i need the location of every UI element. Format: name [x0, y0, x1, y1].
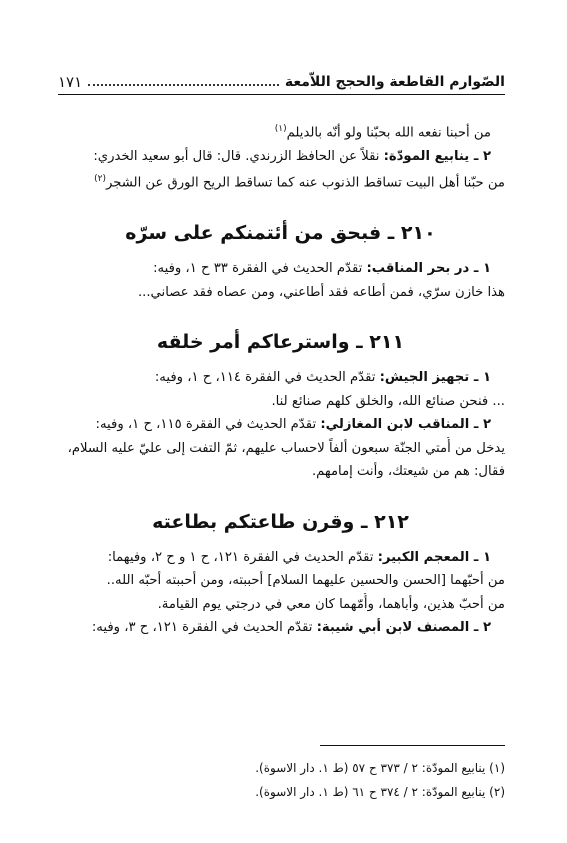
source-text: تقدّم الحديث في الفقرة ١٢١، ح ١ و ح ٢، وفيهما: — [107, 549, 378, 565]
s210-quote: هذا خازن سرّي، فمن أطاعه فقد أطاعني، ومن عصاه فقد عصاني... — [137, 284, 505, 300]
intro-text: من أحبنا نفعه الله بحبّنا ولو أنّه بالديلم — [286, 125, 491, 141]
header-dot-leader — [88, 84, 279, 86]
footnote-ref: (١) — [274, 124, 287, 134]
s212-quote-1b: من أحبّ هذين، وأباهما، وأُمّهما كان معي في درجتي يوم القيامة. — [157, 596, 505, 612]
s211-source-1 — [56, 366, 505, 390]
footnote-ref: (٢) — [94, 174, 106, 185]
running-header — [58, 70, 505, 95]
section-heading-210: ٢١٠ ـ فبحق من أئتمنكم على سرّه — [125, 222, 436, 245]
header-title: الصّوارم القاطعة والحجج اللاّمعة — [284, 74, 505, 90]
footnotes — [56, 756, 505, 804]
source-text: تقدّم الحديث في الفقرة ١١٤، ح ١، وفيه: — [154, 370, 380, 386]
source-name: ١ ـ المعجم الكبير: — [377, 549, 491, 565]
intro-source — [56, 145, 505, 169]
intro-quote — [56, 168, 505, 195]
source-name: ٢ ـ المصنف لابن أبي شيبة: — [316, 620, 491, 636]
source-name: ٢ ـ المناقب لابن المغازلي: — [320, 417, 491, 433]
s211-quote-1: ... فنحن صنائع الله، والخلق كلهم صنائع لنا. — [271, 393, 505, 409]
footnote-2: (٢) ينابيع المودّة: ٢ / ٣٧٤ ح ٦١ (ط ١. دار الاسوة). — [255, 785, 505, 799]
source-text: نقلاً عن الحافظ الزرندي. قال: قال أبو سعيد الخدري: — [93, 148, 384, 164]
source-text: تقدّم الحديث في الفقرة ١٢١، ح ٣، وفيه: — [91, 620, 317, 636]
s211-quote-2b: فقال: هم من شيعتك، وأنت إمامهم. — [311, 464, 505, 480]
source-name: ١ ـ در بحر المناقب: — [366, 261, 491, 277]
footnote-divider — [320, 745, 505, 746]
s212-quote-1a: من أحبّهما [الحسن والحسين عليهما السلام] أحببته، ومن أحببته أحبّه الله.. — [106, 573, 505, 589]
page-body — [56, 118, 505, 640]
section-heading-212: ٢١٢ ـ وقرن طاعتكم بطاعته — [152, 510, 409, 533]
s212-source-2 — [56, 616, 505, 640]
source-name: ٢ ـ ينابيع المودّة: — [383, 148, 491, 164]
source-text: تقدّم الحديث في الفقرة ٣٣ ح ١، وفيه: — [153, 261, 367, 277]
s211-quote-2a: يدخل من أُمتي الجنّة سبعون ألفاً لاحساب عليهم، ثمّ التفت إلى عليّ عليه السلام، — [67, 440, 505, 456]
source-name: ١ ـ تجهيز الجيش: — [379, 370, 491, 386]
intro-line — [56, 118, 505, 145]
source-text: تقدّم الحديث في الفقرة ١١٥، ح ١، وفيه: — [95, 417, 321, 433]
quote-text: من حبّنا أهل البيت تساقط الذنوب عنه كما تساقط الريح الورق عن الشجر — [106, 175, 505, 191]
s210-source — [56, 257, 505, 281]
s211-source-2 — [56, 413, 505, 437]
section-heading-211: ٢١١ ـ واسترعاكم أمر خلقه — [156, 331, 405, 354]
page-number: ١٧١ — [58, 73, 83, 91]
s212-source-1 — [56, 546, 505, 570]
footnote-1: (١) ينابيع المودّة: ٢ / ٣٧٣ ح ٥٧ (ط ١. دار الاسوة). — [255, 761, 505, 775]
